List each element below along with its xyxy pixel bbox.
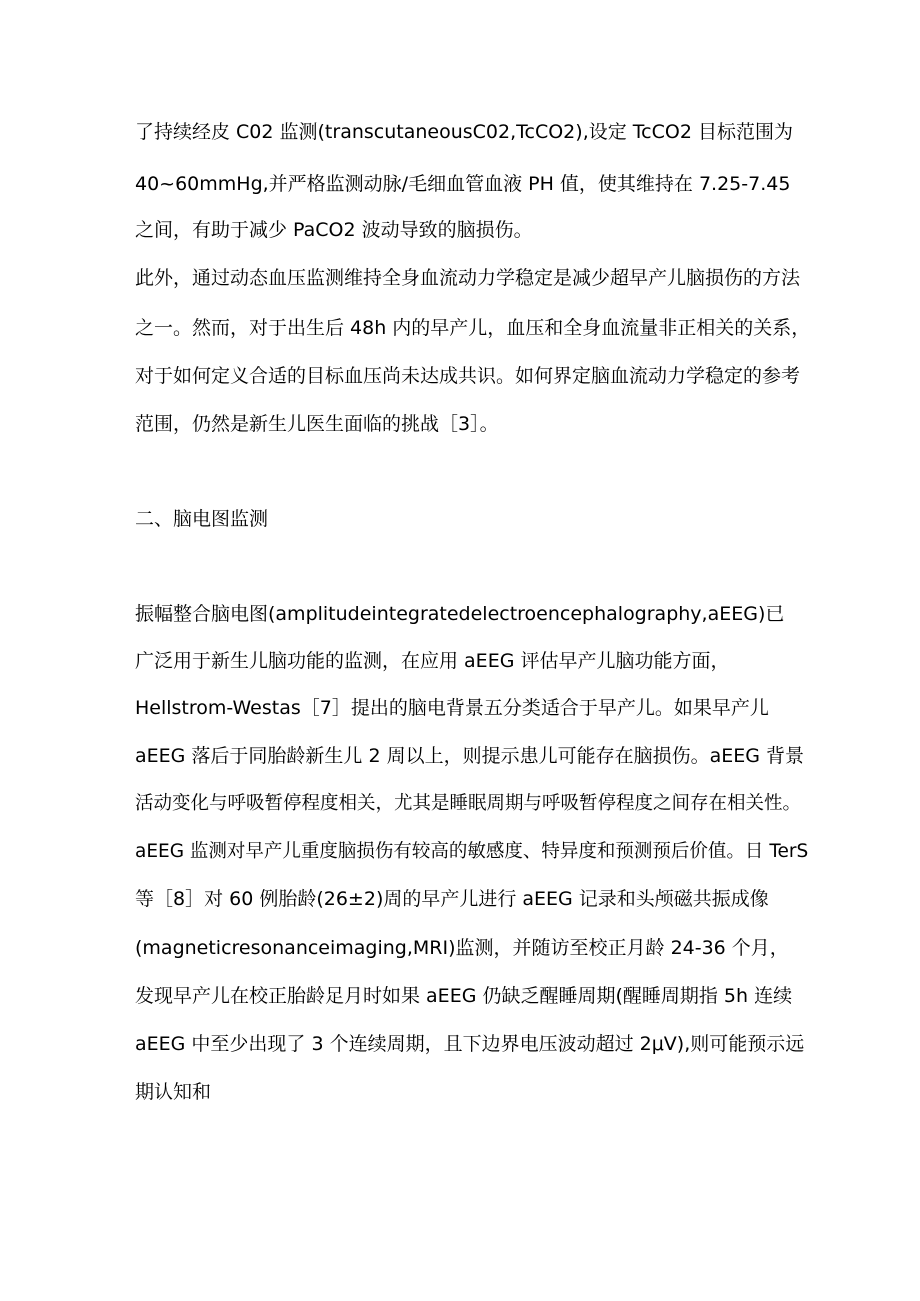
paragraph3-line-3: Hellstrom-Westas［7］提出的脑电背景五分类适合于早产儿。如果早产儿 — [135, 697, 769, 719]
paragraph2-line-4: 范围，仍然是新生儿医生面临的挑战［3］。 — [135, 413, 499, 435]
paragraph3-line-6: aEEG 监测对早产儿重度脑损伤有较高的敏感度、特异度和预测预后价值。日 TerS — [135, 841, 809, 862]
paragraph1-line-3: 之间，有助于减少 PaCO2 波动导致的脑损伤。 — [135, 219, 533, 241]
paragraph3-line-9: 发现早产儿在校正胎龄足月时如果 aEEG 仍缺乏醒睡周期(醒睡周期指 5h 连续 — [135, 985, 793, 1007]
paragraph3-line-2: 广泛用于新生儿脑功能的监测，在应用 aEEG 评估早产儿脑功能方面， — [135, 650, 730, 672]
paragraph1-line-2: 40~60mmHg,并严格监测动脉/毛细血管血液 PH 值，使其维持在 7.25-7.45 — [135, 173, 791, 195]
paragraph3-line-7: 等［8］对 60 例胎龄(26±2)周的早产儿进行 aEEG 记录和头颅磁共振成像 — [135, 888, 769, 910]
paragraph3-line-11: 期认知和 — [135, 1081, 212, 1103]
section-heading: 二、脑电图监测 — [135, 508, 269, 530]
paragraph3-line-8: (magneticresonanceimaging,MRI)监测，并随访至校正月龄 24-36 个月， — [135, 937, 789, 959]
paragraph2-line-3: 对于如何定义合适的目标血压尚未达成共识。如何界定脑血流动力学稳定的参考 — [135, 365, 801, 387]
paragraph3-line-5: 活动变化与呼吸暂停程度相关，尤其是睡眠周期与呼吸暂停程度之间存在相关性。 — [135, 793, 802, 814]
paragraph2-line-1: 此外，通过动态血压监测维持全身血流动力学稳定是减少超早产儿脑损伤的方法 — [135, 267, 801, 289]
paragraph3-line-10: aEEG 中至少出现了 3 个连续周期，且下边界电压波动超过 2μV),则可能预示远 — [135, 1033, 805, 1055]
paragraph2-line-2: 之一。然而，对于出生后 48h 内的早产儿，血压和全身血流量非正相关的关系， — [135, 317, 811, 339]
paragraph3-line-4: aEEG 落后于同胎龄新生儿 2 周以上，则提示患儿可能存在脑损伤。aEEG 背景 — [135, 745, 805, 767]
paragraph3-line-1: 振幅整合脑电图(amplitudeintegratedelectroencephalography,aEEG)已 — [135, 603, 785, 625]
paragraph1-line-1: 了持续经皮 C02 监测(transcutaneousC02,TcCO2),设定 TcCO2 目标范围为 — [135, 121, 793, 143]
